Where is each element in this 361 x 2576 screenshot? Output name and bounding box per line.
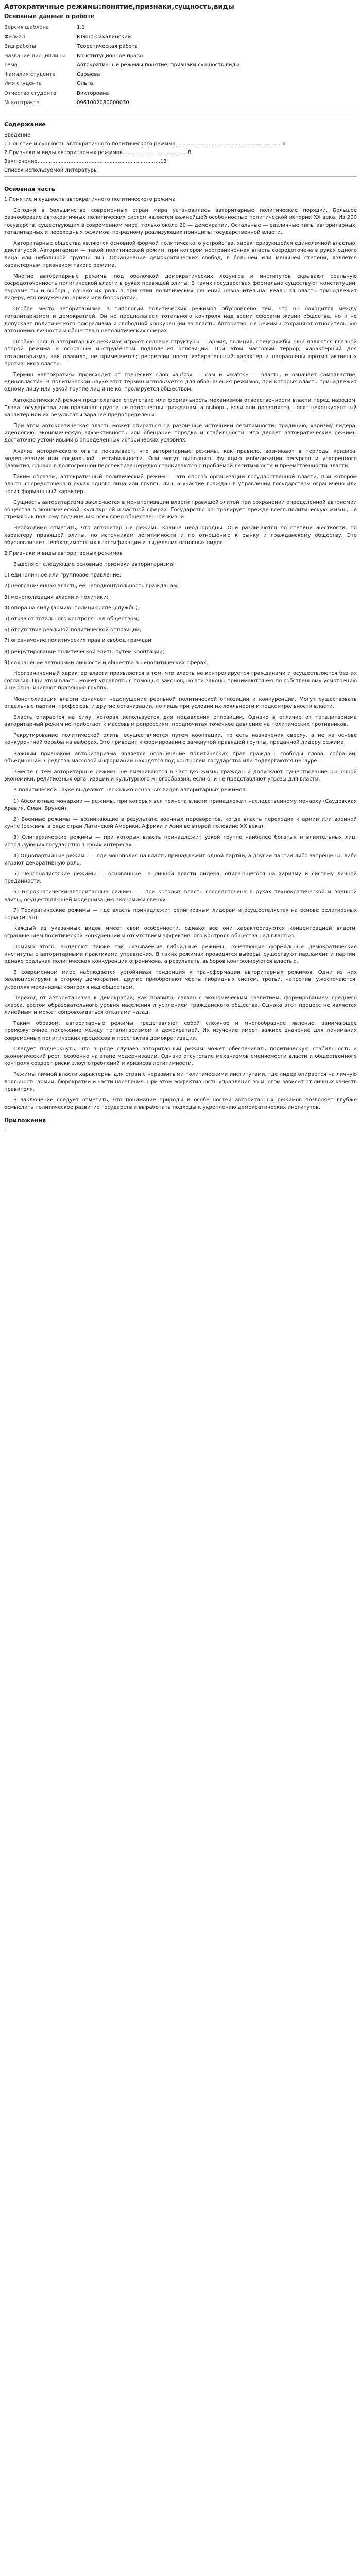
- main-heading: Основная часть: [4, 185, 55, 193]
- meta-value: Южно-Сахалинский: [77, 34, 131, 40]
- paragraph: 5) Персоналистские режимы — основанные на личной власти лидера, опирающегося на харизму и систему личной преданности.: [4, 871, 357, 885]
- appendix-text: -: [4, 1127, 6, 1133]
- toc-item: Заключение...........................................................................13: [4, 159, 167, 165]
- paragraph: Авторитарные общества являются основной формой политического устройства, характеризующейся единоличной властью, диктатурой. Авторитаризм — такой политический режим, при котором неограниченная власть сосредоточена в руках одного лица или небольшой группы лиц. Ограничение демократических свобод, в большей или меньшей степени, является характерным признаком такого режима.: [4, 240, 357, 268]
- paragraph: В политической науке выделяют несколько основных видов авторитарных режимов:: [13, 787, 247, 793]
- meta-row: [4, 42, 243, 52]
- meta-key: Тема: [4, 62, 18, 68]
- meta-value: 1.1: [77, 25, 85, 31]
- meta-value: Сарыева: [77, 72, 100, 78]
- meta-key: Филиал: [4, 34, 25, 40]
- meta-row: [4, 52, 243, 61]
- section1-heading: 1 Понятие и сущность автократичного политического режима: [4, 197, 176, 203]
- paragraph: Автократический режим предполагает отсутствие или формальность механизмов ответственности власти перед народом. Глава государства или правящая группа не подотчетны гражданам, а выборы, если они проводятся, носят неконкурентный характер или их результаты заранее предопределены.: [4, 397, 357, 418]
- toc-item: Список используемой литературы: [4, 167, 98, 174]
- paragraph: Сегодня в большинстве современных стран мира установились авторитарные политические порядки. Большое разнообразие автократичных политических систем является важнейшей особенностью политической истории ХХ века. Из 200 государств, существующих в современном мире, только около 20 — демократии. Остальные — различные типы авторитарных, тоталитарных и переходных режимов, по-разному реализующих принципы государственной власти.: [4, 208, 357, 235]
- meta-row: [4, 89, 243, 98]
- meta-row: [4, 61, 243, 70]
- features-list: [4, 572, 357, 667]
- paragraph: Власть опирается на силу, которая используется для подавления оппозиции. Однако в отличие от тоталитаризма авторитарный режим не прибегает к массовым репрессиям, предпочитая точечное давление на политических противников.: [4, 714, 357, 728]
- paragraph: Таким образом, авторитарные режимы представляют собой сложное и многообразное явление, занимающее промежуточное положение между тоталитаризмом и демократией. Их изучение имеет важное значение для понимания современных политических процессов и перспектив демократизации.: [4, 1021, 357, 1041]
- paragraph: Рекрутирование политической элиты осуществляется путем кооптации, то есть назначения сверху, а не на основе конкурентной борьбы на выборах. Это приводит к формированию замкнутой правящей группы, преданной лидеру режима.: [4, 733, 357, 746]
- meta-row: [4, 23, 243, 32]
- meta-key: Фамилия студента: [4, 72, 56, 78]
- feature-item: 3) монополизация власти и политики;: [4, 594, 109, 600]
- paragraph: Особое место авторитаризма в типологии политических режимов обусловлено тем, что он находится между тоталитаризмом и демократией. Он не предполагает тотального контроля над всеми сферами жизни общества, но и не допускает политического плюрализма и свободной конкуренции за власть. Авторитарные режимы сохраняют относительную автономию личности и общества в неполитических сферах.: [4, 306, 357, 334]
- section2-heading: 2 Признаки и виды авторитарных режимов: [4, 550, 123, 556]
- paragraph: 7) Теократические режимы — где власть принадлежит религиозным лидерам и осуществляется на основе религиозных норм (Иран).: [4, 907, 357, 921]
- feature-item: 1) единоличное или групповое правление;: [4, 572, 122, 579]
- paragraph: Таким образом, автократичный политический режим — это способ организации государственной власти, при котором власть сосредоточена в руках одного лица или группы лиц, а участие граждан в управлении государством ограничено или носит формальный характер.: [4, 474, 357, 495]
- meta-value: Ольга: [77, 81, 93, 87]
- paragraph: Важным признаком авторитаризма является ограничение политических прав граждан: свободы слова, собраний, объединений. Средства массовой информации находятся под контролем государства или подвергаются цензуре.: [4, 751, 357, 764]
- feature-item: 2) неограниченная власть, ее неподконтрольность гражданам;: [4, 583, 179, 589]
- paragraph: 2) Военные режимы — возникающие в результате военных переворотов, когда власть переходит к армии или военной хунте (режимы в ряде стран Латинской Америки, Африки и Азии во второй половине XX века).: [4, 816, 357, 830]
- paragraph: Переход от авторитаризма к демократии, как правило, связан с экономическим развитием, формированием среднего класса, ростом образовательного уровня населения и усилением гражданского общества. Однако этот процесс не является линейным и может сопровождаться откатами назад.: [4, 995, 357, 1016]
- paragraph: В современном мире наблюдается устойчивая тенденция к трансформации авторитарных режимов. Одни из них эволюционируют в сторону демократии, другие приобретают черты гибридных систем, третьи, напротив, ужесточаются, укрепляя механизмы контроля над обществом.: [4, 970, 357, 990]
- document-title: Автократичные режимы:понятие,признаки,сущность,виды: [4, 3, 234, 11]
- paragraph: 3) Олигархические режимы — при которых власть принадлежит узкой группе наиболее богатых и влиятельных лиц, использующих государство в своих интересах.: [4, 835, 357, 848]
- paragraph: 4) Однопартийные режимы — где монополия на власть принадлежит одной партии, а другие партии либо запрещены, либо играют декоративную роль.: [4, 853, 357, 866]
- toc-item: Введение: [4, 132, 31, 138]
- paragraph: Неограниченный характер власти проявляется в том, что власть не контролируется гражданами и осуществляется без их согласия. При этом власть может управлять с помощью законов, но эти законы принимаются ею по собственному усмотрению и не ограничивают правящую группу.: [4, 670, 357, 691]
- meta-row: [4, 98, 243, 108]
- paragraph: Вместе с тем авторитарные режимы не вмешиваются в частную жизнь граждан и допускают существование рыночной экономики, религиозных организаций и культурного многообразия, если они не представляют угрозы для власти.: [4, 769, 357, 783]
- meta-value: Конституционное право: [77, 53, 143, 59]
- meta-key: Отчество студента: [4, 90, 57, 96]
- meta-key: Версия шаблона: [4, 25, 49, 31]
- feature-item: 9) сохранение автономии личности и общества в неполитических сферах.: [4, 659, 208, 666]
- appendix-heading: Приложения: [4, 1117, 46, 1124]
- paragraph: 1) Абсолютные монархии — режимы, при которых вся полнота власти принадлежит наследственному монарху (Саудовская Аравия, Оман, Бруней).: [4, 798, 357, 811]
- paragraph: Режимы личной власти характерны для стран с неразвитыми политическими институтами, где лидер опирается на личную лояльность армии, бюрократии и части населения. При этом эффективность управления во многом зависит от личных качеств правителя.: [4, 1072, 357, 1092]
- meta-key: № контракта: [4, 99, 40, 106]
- section1-body: [4, 207, 357, 547]
- meta-row: [4, 32, 243, 42]
- paragraph: В заключение следует отметить, что понимание природы и особенностей авторитарных режимов позволяет глубже осмыслить политическое развитие государств и выработать подходы к укреплению демократических институтов.: [4, 1097, 357, 1111]
- section-basic-info-heading: Основные данные о работе: [4, 12, 95, 20]
- paragraph: Термин «автократия» происходит от греческих слов «autos» — сам и «kratos» — власть, и означает самовластие, единовластие. В политической науке этот термин используется для обозначения режимов, при которых власть принадлежит одному лицу или узкой группе лиц и не контролируется обществом.: [4, 371, 357, 393]
- toc-heading: Содержание: [4, 121, 46, 128]
- paragraph: Помимо этого, выделяют также так называемые гибридные режимы, сочетающие формальные демократические институты с авторитарными практиками управления. В таких режимах проводятся выборы, существуют парламент и партии, однако реальная политическая конкуренция ограничена, а результаты выборов контролируются властью.: [4, 944, 357, 964]
- paragraph: 6) Бюрократически-авторитарные режимы — при которых власть сосредоточена в руках технократической и военной элиты, осуществляющей модернизацию экономики сверху.: [4, 889, 357, 903]
- meta-key: Имя студента: [4, 81, 42, 87]
- paragraph: Монополизация власти означает недопущение реальной политической оппозиции и конкуренции. Могут существовать отдельные партии, профсоюзы и другие организации, но лишь при условии их лояльности и подконтрольности власти.: [4, 696, 357, 709]
- toc-item: 2 Признаки и виды авторитарных режимов........................................8: [4, 149, 192, 156]
- paragraph: Следует подчеркнуть, что в ряде случаев авторитарный режим может обеспечивать политическую стабильность и экономический рост, особенно на этапе модернизации. Однако отсутствие механизмов сменяемости власти и общественного контроля создает риски злоупотреблений и кризисов легитимности.: [4, 1046, 357, 1067]
- paragraph: Необходимо отметить, что авторитарные режимы крайне неоднородны. Они различаются по степени жесткости, по характеру правящей элиты, по источникам легитимности и по отношению к рынку и гражданскому обществу. Это обусловливает необходимость их классификации и выделения основных видов.: [4, 525, 357, 546]
- meta-row: [4, 79, 243, 89]
- section2-body: [4, 670, 357, 1111]
- feature-item: 7) ограничение политических прав и свобод граждан;: [4, 638, 153, 644]
- feature-item: 4) опора на силу (армию, полицию, спецслужбы);: [4, 605, 140, 611]
- meta-value: Теоретическая работа: [77, 43, 138, 49]
- section2-intro: Выделяют следующие основные признаки авторитаризма:: [13, 562, 175, 568]
- meta-key: Вид работы: [4, 43, 36, 49]
- feature-item: 5) отказ от тотального контроля над обществом;: [4, 616, 139, 622]
- document-page: [0, 0, 361, 1141]
- meta-value: Автократичные режимы:понятие, признаки,сущность,виды: [77, 62, 240, 68]
- paragraph: Анализ исторического опыта показывает, что авторитарные режимы, как правило, возникают в периоды кризиса, модернизации или социальной нестабильности. Они могут выполнять функцию мобилизации ресурсов и ускоренного развития, однако в долгосрочной перспективе нередко сталкиваются с проблемой легитимности и преемственности власти.: [4, 448, 357, 469]
- meta-value: Викторовна: [77, 90, 109, 96]
- feature-item: 6) отсутствие реальной политической оппозиции;: [4, 627, 142, 633]
- feature-item: 8) рекрутирование политической элиты путем кооптации;: [4, 649, 165, 655]
- divider: [4, 176, 357, 177]
- meta-row: [4, 70, 243, 79]
- meta-value: 0961002080000030: [77, 99, 129, 106]
- meta-table: [4, 23, 243, 108]
- table-of-contents: [4, 132, 357, 175]
- paragraph: Сущность авторитаризма заключается в монополизации власти правящей элитой при сохранении определенной автономии общества в экономической, культурной и частной сферах. Государство контролирует прежде всего политическую жизнь, не стремясь к полному подчинению всех сфер общественной жизни.: [4, 499, 357, 520]
- toc-item: 1 Понятие и сущность автократичного политического режима.................................................................3: [4, 141, 285, 147]
- paragraph: При этом автократическая власть может опираться на различные источники легитимности: традицию, харизму лидера, идеологию, экономическую эффективность или обещание порядка и стабильности. Это делает автократические режимы достаточно устойчивыми в определенных исторических условиях.: [4, 423, 357, 444]
- paragraph: Многие авторитарные режимы под оболочкой демократических лозунгов и институтов скрывают реальную сосредоточенность политической власти в руках правящей элиты. В таких государствах формально существуют конституции, парламенты и выборы, однако их роль в принятии политических решений незначительна. Реальная власть принадлежит лидеру, его окружению, армии или бюрократии.: [4, 273, 357, 301]
- paragraph: Особую роль в авторитарных режимах играют силовые структуры — армия, полиция, спецслужбы. Они являются главной опорой режима и основным инструментом подавления оппозиции. При этом массовый террор, характерный для тоталитаризма, как правило, не применяется; репрессии носят избирательный характер и направлены против активных противников власти.: [4, 339, 357, 367]
- meta-key: Название дисциплины: [4, 53, 66, 59]
- paragraph: Каждый из указанных видов имеет свои особенности, однако все они характеризуются концентрацией власти, ограничением политической конкуренции и отсутствием эффективного контроля общества над властью.: [4, 926, 357, 939]
